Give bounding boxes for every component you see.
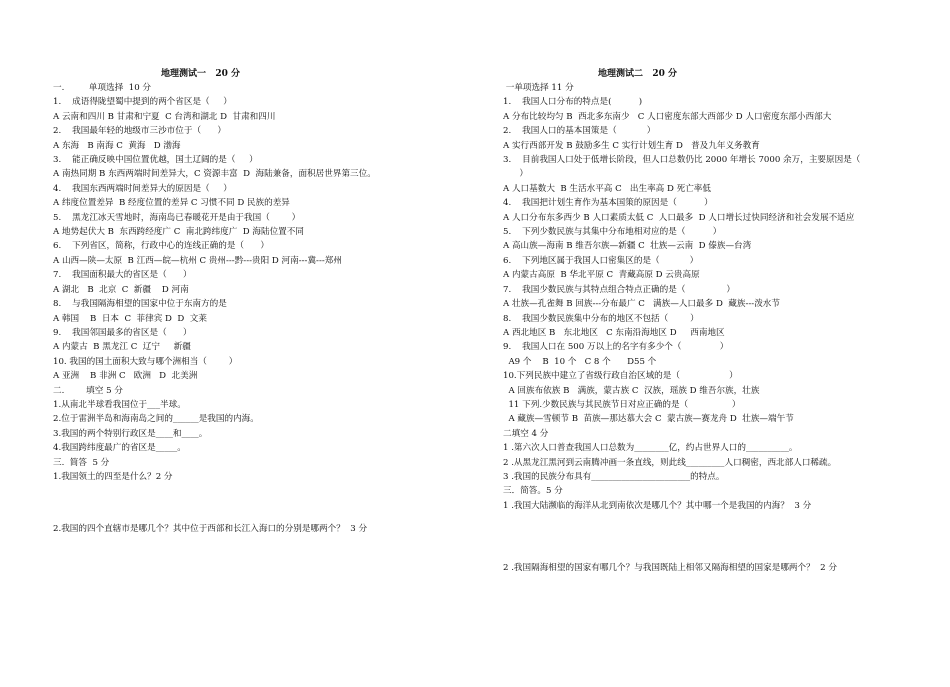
test-one-line: 3.我国的两个特别行政区是____和____。 [53,428,208,439]
test-one-line: A 韩国 B 日本 C 菲律宾 D D 文莱 [53,313,207,324]
test-two-line: ） [503,169,528,180]
test-two-line: A 高山族—海南 B 维吾尔族—新疆 C 壮族—云南 D 傣族—台湾 [503,241,752,252]
test-one-final-question: 2.我国的四个直辖市是哪几个？其中位于西部和长江入海口的分别是哪两个？ 3 分 [53,524,368,535]
test-two-line: 1. 我国人口分布的特点是( ) [503,97,643,108]
test-two-lines [503,81,923,513]
test-one-line: A 山西—陕—太原 B 江西—皖—杭州 C 贵州---黔---贵阳 D 河南---冀---郑州 [53,255,342,266]
test-two-final-question: 2 .我国隔海相望的国家有哪几个？与我国既陆上相邻又隔海相望的国家是哪两个？ 2 分 [503,563,837,574]
test-two-line: 9. 我国人口在 500 万以上的名字有多少个（ ） [503,342,729,353]
test-two-line: A 人口基数大 B 生活水平高 C 出生率高 D 死亡率低 [503,183,711,194]
test-two-line: 4. 我国把计划生育作为基本国策的原因是（ ） [503,198,713,209]
test-two-line: A 西北地区 B 东北地区 C 东南沿海地区 D 西南地区 [503,327,725,338]
test-one-line: 3. 能正确反映中国位置优越，国土辽阔的是（ ） [53,155,258,166]
test-one-line: A 湖北 B 北京 C 新疆 D 河南 [53,284,189,295]
test-one-line: A 云南和四川 B 甘肃和宁夏 C 台湾和湖北 D 甘肃和四川 [53,111,276,122]
test-two-line: 3. 目前我国人口处于低增长阶段，但人口总数仍比 2000 年增长 7000 余万，主要原因是（ [503,155,861,166]
test-two-line: A 人口分布东多西少 B 人口素质太低 C 人口最多 D 人口增长过快同经济和社会发展不适应 [503,212,855,223]
test-two-line: 三．简答。5 分 [503,486,563,497]
test-two-line: 7. 我国少数民族与其特点组合特点正确的是（ ） [503,284,735,295]
test-one-line: A 东海 B 南海 C 黄海 D 渤海 [53,140,181,151]
test-two-line: 二填空 4 分 [503,428,549,439]
test-one-line: 2.位于雷洲半岛和海南岛之间的______是我国的内海。 [53,414,259,425]
test-one-line: 9. 我国邻国最多的省区是（ ） [53,327,192,338]
test-one-line: 10. 我国的国土面积大致与哪个洲相当（ ） [53,356,238,367]
test-two-line: 2. 我国人口的基本国策是（ ） [503,126,656,137]
test-two-line: 3 .我国的民族分布具有_______________________的特点。 [503,471,725,482]
test-two-line: A 藏族—雪顿节 B 苗族—那达慕大会 C 蒙古族—赛龙舟 D 壮族—端午节 [503,414,794,425]
test-two-line: 8. 我国少数民族集中分布的地区不包括（ ） [503,313,699,324]
test-one-column [53,68,453,537]
test-one-line: 三. 简答 5 分 [53,457,110,468]
test-two-line: A 内蒙古高原 B 华北平原 C 青藏高原 D 云贵高原 [503,270,700,281]
test-one-line: 二. 填空 5 分 [53,385,123,396]
test-two-line: 1 .我国大陆濒临的海洋从北到南依次是哪几个？其中哪一个是我国的内海？ 3 分 [503,500,812,511]
test-one-line: 4.我国跨纬度最广的省区是_____。 [53,443,186,454]
test-one-line: 1.我国领土的四至是什么？2 分 [53,471,173,482]
test-two-line: 10.下列民族中建立了省级行政自治区域的是（ ） [503,371,738,382]
test-one-line: 8. 与我国隔海相望的国家中位于东南方的是 [53,299,227,310]
answer-space [53,484,453,522]
test-one-line: 1. 成语得陇望蜀中提到的两个省区是（ ） [53,97,232,108]
test-one-line: 5. 黑龙江冰天雪地时，海南岛已春暖花开是由于我国（ ） [53,212,301,223]
test-two-line: 1 .第六次人口普查我国人口总数为________亿，约占世界人口的__________。 [503,443,798,454]
test-one-line: 2. 我国最年轻的地级市三沙市位于（ ） [53,126,227,137]
test-one-line: A 南热同期 B 东西两端时间差异大，C 资源丰富 D 海陆兼备，面积居世界第三位。 [53,169,376,180]
test-one-line: 7. 我国面积最大的省区是（ ） [53,270,192,281]
test-one-line: A 纬度位置差异 B 经度位置的差异 C 习惯不同 D 民族的差异 [53,198,290,209]
test-two-line: A 实行西部开发 B 鼓励多生 C 实行计划生育 D 普及九年义务教育 [503,140,760,151]
test-one-line: 一. 单项选择 10 分 [53,83,152,93]
test-two-line: A 壮族—孔雀舞 B 回族---分布最广 C 满族—人口最多 D 藏族---泼水节 [503,299,780,310]
test-one-line: 1.从南北半球看我国位于___半球。 [53,399,186,410]
test-two-title: 地理测试二 20 分 [598,69,678,79]
test-two-column [503,68,923,576]
test-two-line: 6. 下列地区属于我国人口密集区的是（ ） [503,255,699,266]
test-two-line: A9 个 B 10 个 C 8 个 D55 个 [503,356,657,367]
test-one-lines [53,81,453,484]
test-two-line: 2 .从黑龙江黑河到云南腾冲画一条直线，则此线_________人口稠密，西北部人口稀疏。 [503,457,837,468]
test-one-line: A 地势起伏大 B 东西跨经度广 C 南北跨纬度广 D 海陆位置不同 [53,227,304,238]
test-one-line: A 亚洲 B 非洲 C 欧洲 D 北美洲 [53,371,198,382]
test-one-line: 6. 下列省区，简称，行政中心的连线正确的是（ ） [53,241,269,252]
test-one-line: A 内蒙古 B 黑龙江 C 辽宁 新疆 [53,342,191,353]
test-one-line: 4. 我国东西两端时间差异大的原因是（ ） [53,183,232,194]
answer-space [503,513,923,561]
test-two-line: 一单项选择 11 分 [503,83,574,93]
test-two-line: 5. 下列少数民族与其集中分布地相对应的是（ ） [503,227,722,238]
test-one-title: 地理测试一 20 分 [161,69,241,79]
test-two-line: 11 下列.少数民族与其民族节日对应正确的是（ ） [503,399,741,410]
test-two-line: A 分布比较均匀 B 西北多东南少 C 人口密度东部大西部少 D 人口密度东部小西部大 [503,111,832,122]
test-two-line: A 回族布依族 B 满族，蒙古族 C 汉族，瑶族 D 维吾尔族，壮族 [503,385,760,396]
